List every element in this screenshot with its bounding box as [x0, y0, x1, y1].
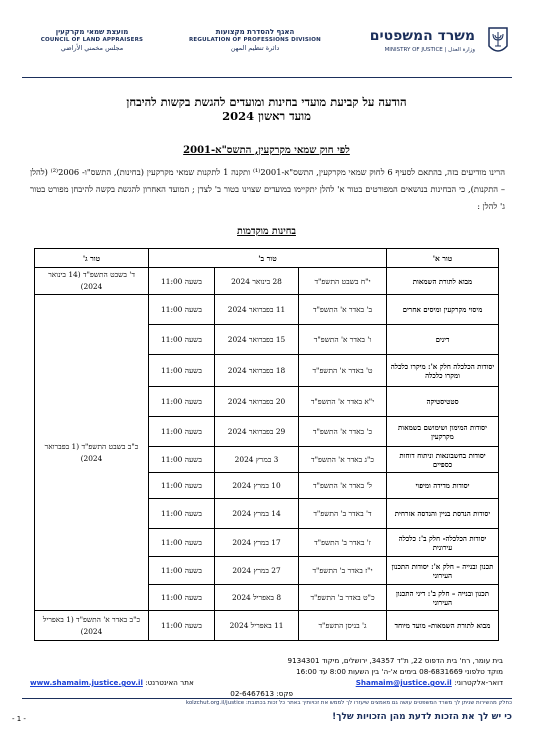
hebrew-date-cell: ג' בניסן התשפ"ד [299, 611, 387, 641]
hebrew-date-cell: י"א באדר א' התשפ"ד [299, 387, 387, 417]
council-name-en: COUNCIL OF LAND APPRAISERS [40, 37, 144, 43]
exam-time-cell: בשעה 11:00 [149, 585, 215, 611]
footer-divider [22, 698, 512, 699]
regulation-block [180, 28, 330, 52]
exam-time-cell: בשעה 11:00 [149, 295, 215, 325]
hebrew-date-cell: ט' באדר א' התשפ"ד [299, 355, 387, 387]
footer-fine-print: כחלק מהשירות שניתן לך משרד המשפטים עושה גם מאמצים שיעזרו לך לממש את זכויותיך באתר כל זכות בכתובת: kolzchut.org.il/justice [185, 700, 512, 706]
deadline-cell: ד' בשבט התשפ"ד (14 בינואר 2024) [35, 268, 149, 295]
exam-schedule-table [34, 248, 499, 641]
col-c-header: טור ג' [35, 249, 149, 268]
footer-email-group [356, 677, 503, 688]
exam-time-cell: בשעה 11:00 [149, 529, 215, 557]
exam-time-cell: בשעה 11:00 [149, 325, 215, 355]
exam-time-cell: בשעה 11:00 [149, 473, 215, 499]
exam-subject-cell: יסודות הכלכלה חלק א': מיקרו כלכלה ומקרו כלכלה [387, 355, 499, 387]
page-title [20, 95, 513, 123]
exam-subject-cell: יסודות הנדסת בניין והנדסה אזרחית [387, 499, 499, 529]
site-label: אתר האינטרנט: [145, 678, 194, 687]
ministry-block [335, 28, 505, 53]
letterhead [0, 18, 533, 78]
gregorian-date-cell: 29 בפברואר 2024 [215, 417, 299, 447]
website-link[interactable]: www.shamaim.justice.gov.il [30, 678, 143, 687]
exam-subject-cell: תכנון ובנייה – חלק ב': דיני התכנון העירוני [387, 585, 499, 611]
hebrew-date-cell: י"ז באדר ב' התשפ"ד [299, 557, 387, 585]
footer-site-group [30, 677, 194, 688]
menorah-emblem-icon [487, 26, 509, 56]
email-label: דואר-אלקטרוני: [454, 678, 503, 687]
page-number: - 1 - [12, 715, 26, 723]
hebrew-date-cell: ז' באדר ב' התשפ"ד [299, 529, 387, 557]
exam-subject-cell: מבוא לתורת השמאות- מועד מיוחד [387, 611, 499, 641]
gregorian-date-cell: 11 בפברואר 2024 [215, 295, 299, 325]
hebrew-date-cell: ב' באדר א' התשפ"ד [299, 295, 387, 325]
exam-time-cell: בשעה 11:00 [149, 499, 215, 529]
gregorian-date-cell: 10 במרץ 2024 [215, 473, 299, 499]
council-name-he: מועצת שמאי מקרקעין [55, 28, 129, 36]
exam-time-cell: בשעה 11:00 [149, 387, 215, 417]
exam-subject-cell: מיסוי מקרקעין ומיסים אחרים [387, 295, 499, 325]
hebrew-date-cell: כ' באדר א' התשפ"ד [299, 417, 387, 447]
title-line-2: מועד ראשון 2024 [222, 109, 311, 123]
exam-subject-cell: יסודות מדידה ומיפוי [387, 473, 499, 499]
email-link[interactable]: Shamaim@justice.gov.il [355, 678, 452, 687]
hebrew-date-cell: כ"ט באדר ב' התשפ"ד [299, 585, 387, 611]
regulation-name-he: האגף להסדרת מקצועות [215, 28, 295, 36]
hebrew-date-cell: ל' באדר א' התשפ"ד [299, 473, 387, 499]
gregorian-date-cell: 20 בפברואר 2024 [215, 387, 299, 417]
gregorian-date-cell: 3 במרץ 2024 [215, 447, 299, 473]
footer-rights-slogan: כי יש לך את הזכות לדעת מהן הזכויות שלך! [332, 712, 512, 722]
footer-contact [30, 655, 503, 699]
exam-subject-cell: יסודות בחשבונאות וניתוח דוחות כספיים [387, 447, 499, 473]
gregorian-date-cell: 18 בפברואר 2024 [215, 355, 299, 387]
gregorian-date-cell: 8 באפריל 2024 [215, 585, 299, 611]
advanced-exams-heading: בחינות מוקדמות [237, 226, 296, 237]
exam-time-cell: בשעה 11:00 [149, 611, 215, 641]
law-reference: לפי חוק שמאי מקרקעין, התשס"א-2001 [183, 145, 350, 156]
exam-time-cell: בשעה 11:00 [149, 268, 215, 295]
council-block [22, 28, 162, 52]
table-row [35, 611, 499, 641]
deadline-cell: כ"ב באדר א' התשפ"ד (1 באפריל 2024) [35, 611, 149, 641]
footer-phone: מוקד טלפוני 08-6831669 בימים א'-ה' בין השעות 8:00 עד 16:00 [296, 667, 503, 676]
gregorian-date-cell: 14 במרץ 2024 [215, 499, 299, 529]
table-row [35, 268, 499, 295]
exam-time-cell: בשעה 11:00 [149, 417, 215, 447]
gregorian-date-cell: 17 במרץ 2024 [215, 529, 299, 557]
exam-subject-cell: יסודות הכלכלה- חלק ב': כלכלה עירונית [387, 529, 499, 557]
exam-subject-cell: דינים [387, 325, 499, 355]
ministry-name-he: משרד המשפטים [369, 28, 475, 44]
exam-subject-cell: סטטיסטיקה [387, 387, 499, 417]
exam-subject-cell: תכנון ובנייה – חלק א': יסודות התכנון העירוני [387, 557, 499, 585]
exam-time-cell: בשעה 11:00 [149, 355, 215, 387]
col-a-header: טור א' [387, 249, 499, 268]
gregorian-date-cell: 27 במרץ 2024 [215, 557, 299, 585]
col-b-header: טור ב' [149, 249, 387, 268]
hebrew-date-cell: ד' באדר ב' התשפ"ד [299, 499, 387, 529]
hebrew-date-cell: י"ח בשבט התשפ"ד [299, 268, 387, 295]
title-line-1: הודעה על קביעת מועדי בחינות ומועדים להגשת בקשות להיבחן [126, 95, 407, 109]
ministry-name-sub: MINISTRY OF JUSTICE | وزارة العدل [384, 47, 475, 53]
exam-time-cell: בשעה 11:00 [149, 557, 215, 585]
council-name-ar: مجلس مخمني الأراضي [60, 44, 124, 52]
intro-paragraph: הרינו מודיעים בזה, בהתאם לסעיף 6 לחוק שמאי מקרקעין, התשס"א-2001⁽¹⁾ ותקנה 1 לתקנות שמאי מקרקעין (בחינות), התשס"ו- 2006⁽²⁾ (להלן – התקנות), כי הבחינות בנושאים המפורטים בטור א' להלן יתקיימו במועדים שצוינו בטור ב' לצדן ; המועד האחרון להגשת בקשה להיבחן מפורט בטור ג' להלן : [30, 167, 506, 211]
exam-time-cell: בשעה 11:00 [149, 447, 215, 473]
regulation-name-en: REGULATION OF PROFESSIONS DIVISION [189, 37, 321, 43]
footer-links-row [30, 677, 503, 688]
gregorian-date-cell: 28 בינואר 2024 [215, 268, 299, 295]
footer-fax: פקס: 02-6467613 [230, 689, 293, 698]
table-header-row [35, 249, 499, 268]
exam-subject-cell: יסודות המימון ושימושם בשמאות מקרקעין [387, 417, 499, 447]
hebrew-date-cell: כ"ג באדר א' התשפ"ד [299, 447, 387, 473]
regulation-name-ar: دائرة تنظيم المهن [230, 44, 280, 52]
header-divider [22, 77, 512, 78]
footer-address: בית עומר, רח' בית הדפוס 22, ת"ד 34357, ירושלים, מיקוד 9134301 [287, 656, 503, 665]
deadline-cell: כ"ב בשבט התשפ"ד (1 בפברואר 2024) [35, 295, 149, 611]
exam-subject-cell: מבוא לתורת השמאות [387, 268, 499, 295]
hebrew-date-cell: ו' באדר א' התשפ"ד [299, 325, 387, 355]
table-row [35, 295, 499, 325]
gregorian-date-cell: 11 באפריל 2024 [215, 611, 299, 641]
gregorian-date-cell: 15 בפברואר 2024 [215, 325, 299, 355]
